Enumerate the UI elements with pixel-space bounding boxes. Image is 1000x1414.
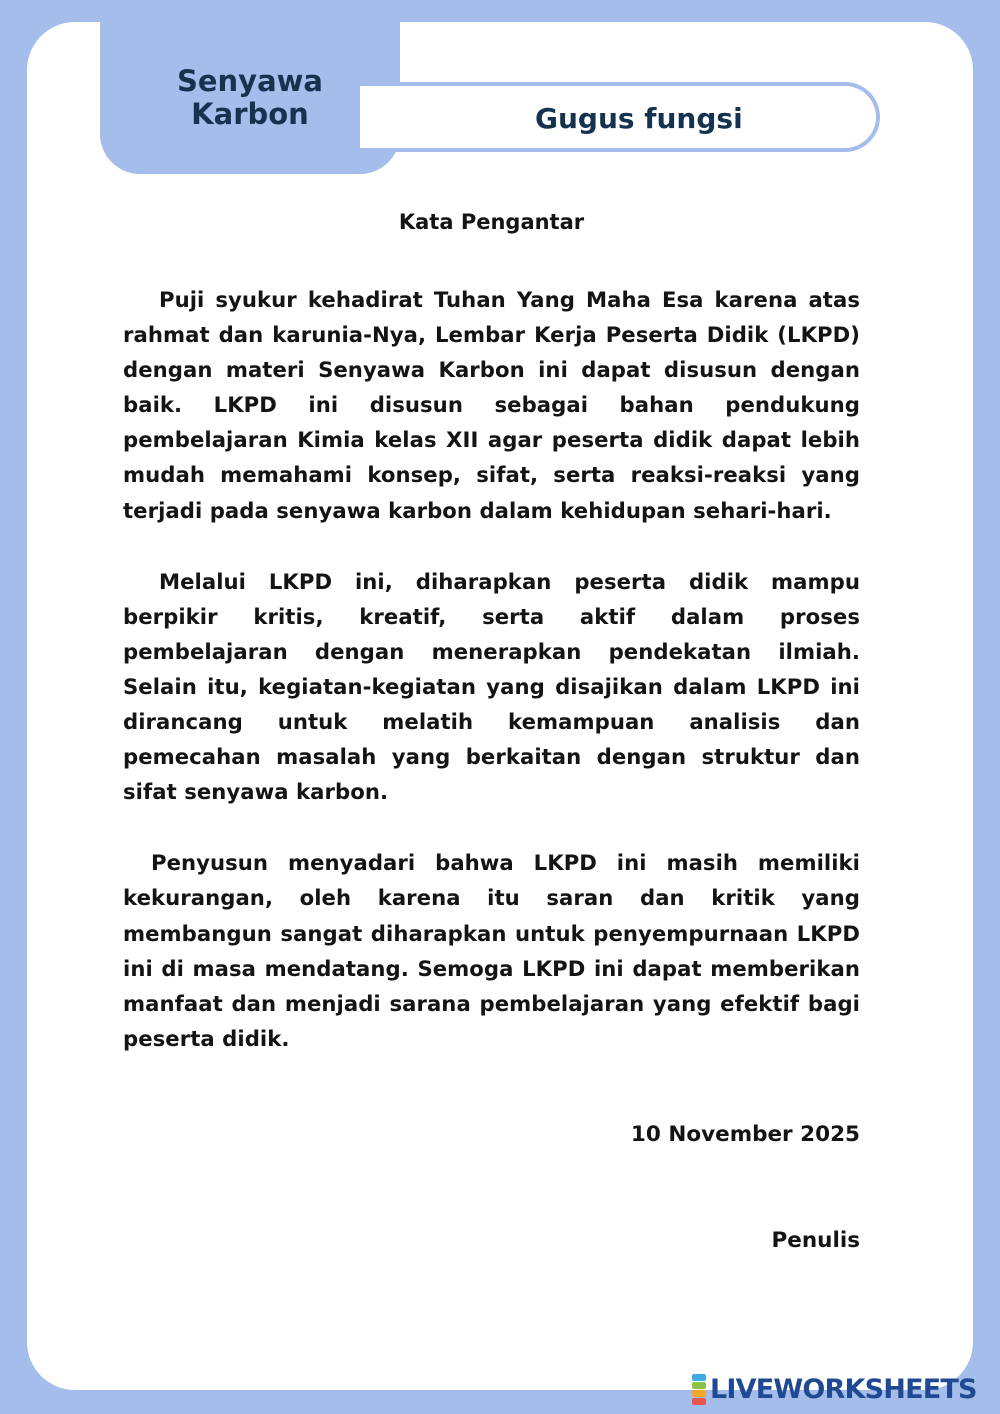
subject-tab bbox=[100, 22, 400, 174]
document-body bbox=[123, 200, 860, 1092]
liveworksheets-logo-icon bbox=[692, 1374, 706, 1405]
brand-logo[interactable] bbox=[692, 1372, 977, 1406]
topic-banner bbox=[360, 82, 880, 152]
brand-name: LIVEWORKSHEETS bbox=[710, 1373, 977, 1405]
paragraph-3: Penyusun menyadari bahwa LKPD ini masih memiliki kekurangan, oleh karena itu saran dan kritik yang membangun sangat diharapkan untuk penyempurnaan LKPD ini di masa mendatang. Semoga LKPD ini dapat memberikan manfaat dan menjadi sarana pembelajaran yang efektif bagi peserta didik. bbox=[123, 850, 860, 1051]
signature-label: Penulis bbox=[771, 1228, 860, 1253]
paragraph-2: Melalui LKPD ini, diharapkan peserta didik mampu berpikir kritis, kreatif, serta aktif dalam proses pembelajaran dengan menerapkan pendekatan ilmiah. Selain itu, kegiatan-kegiatan yang disajikan dalam LKPD ini dirancang untuk melatih kemampuan analisis dan pemecahan masalah yang berkaitan dengan struktur dan sifat senyawa karbon. bbox=[123, 568, 860, 805]
document-date: 10 November 2025 bbox=[630, 1122, 860, 1147]
document-title: Kata Pengantar bbox=[398, 210, 585, 234]
paragraph-1: Puji syukur kehadirat Tuhan Yang Maha Esa karena atas rahmat dan karunia-Nya, Lembar Kerja Peserta Didik (LKPD) dengan materi Senyawa Karbon ini dapat disusun dengan baik. LKPD ini disusun sebagai bahan pendukung pembelajaran Kimia kelas XII agar peserta didik dapat lebih mudah memahami konsep, sifat, serta reaksi-reaksi yang terjadi pada senyawa karbon dalam kehidupan sehari-hari. bbox=[123, 287, 860, 523]
topic-title: Gugus fungsi bbox=[535, 102, 743, 135]
subject-title: Senyawa Karbon bbox=[176, 64, 324, 131]
